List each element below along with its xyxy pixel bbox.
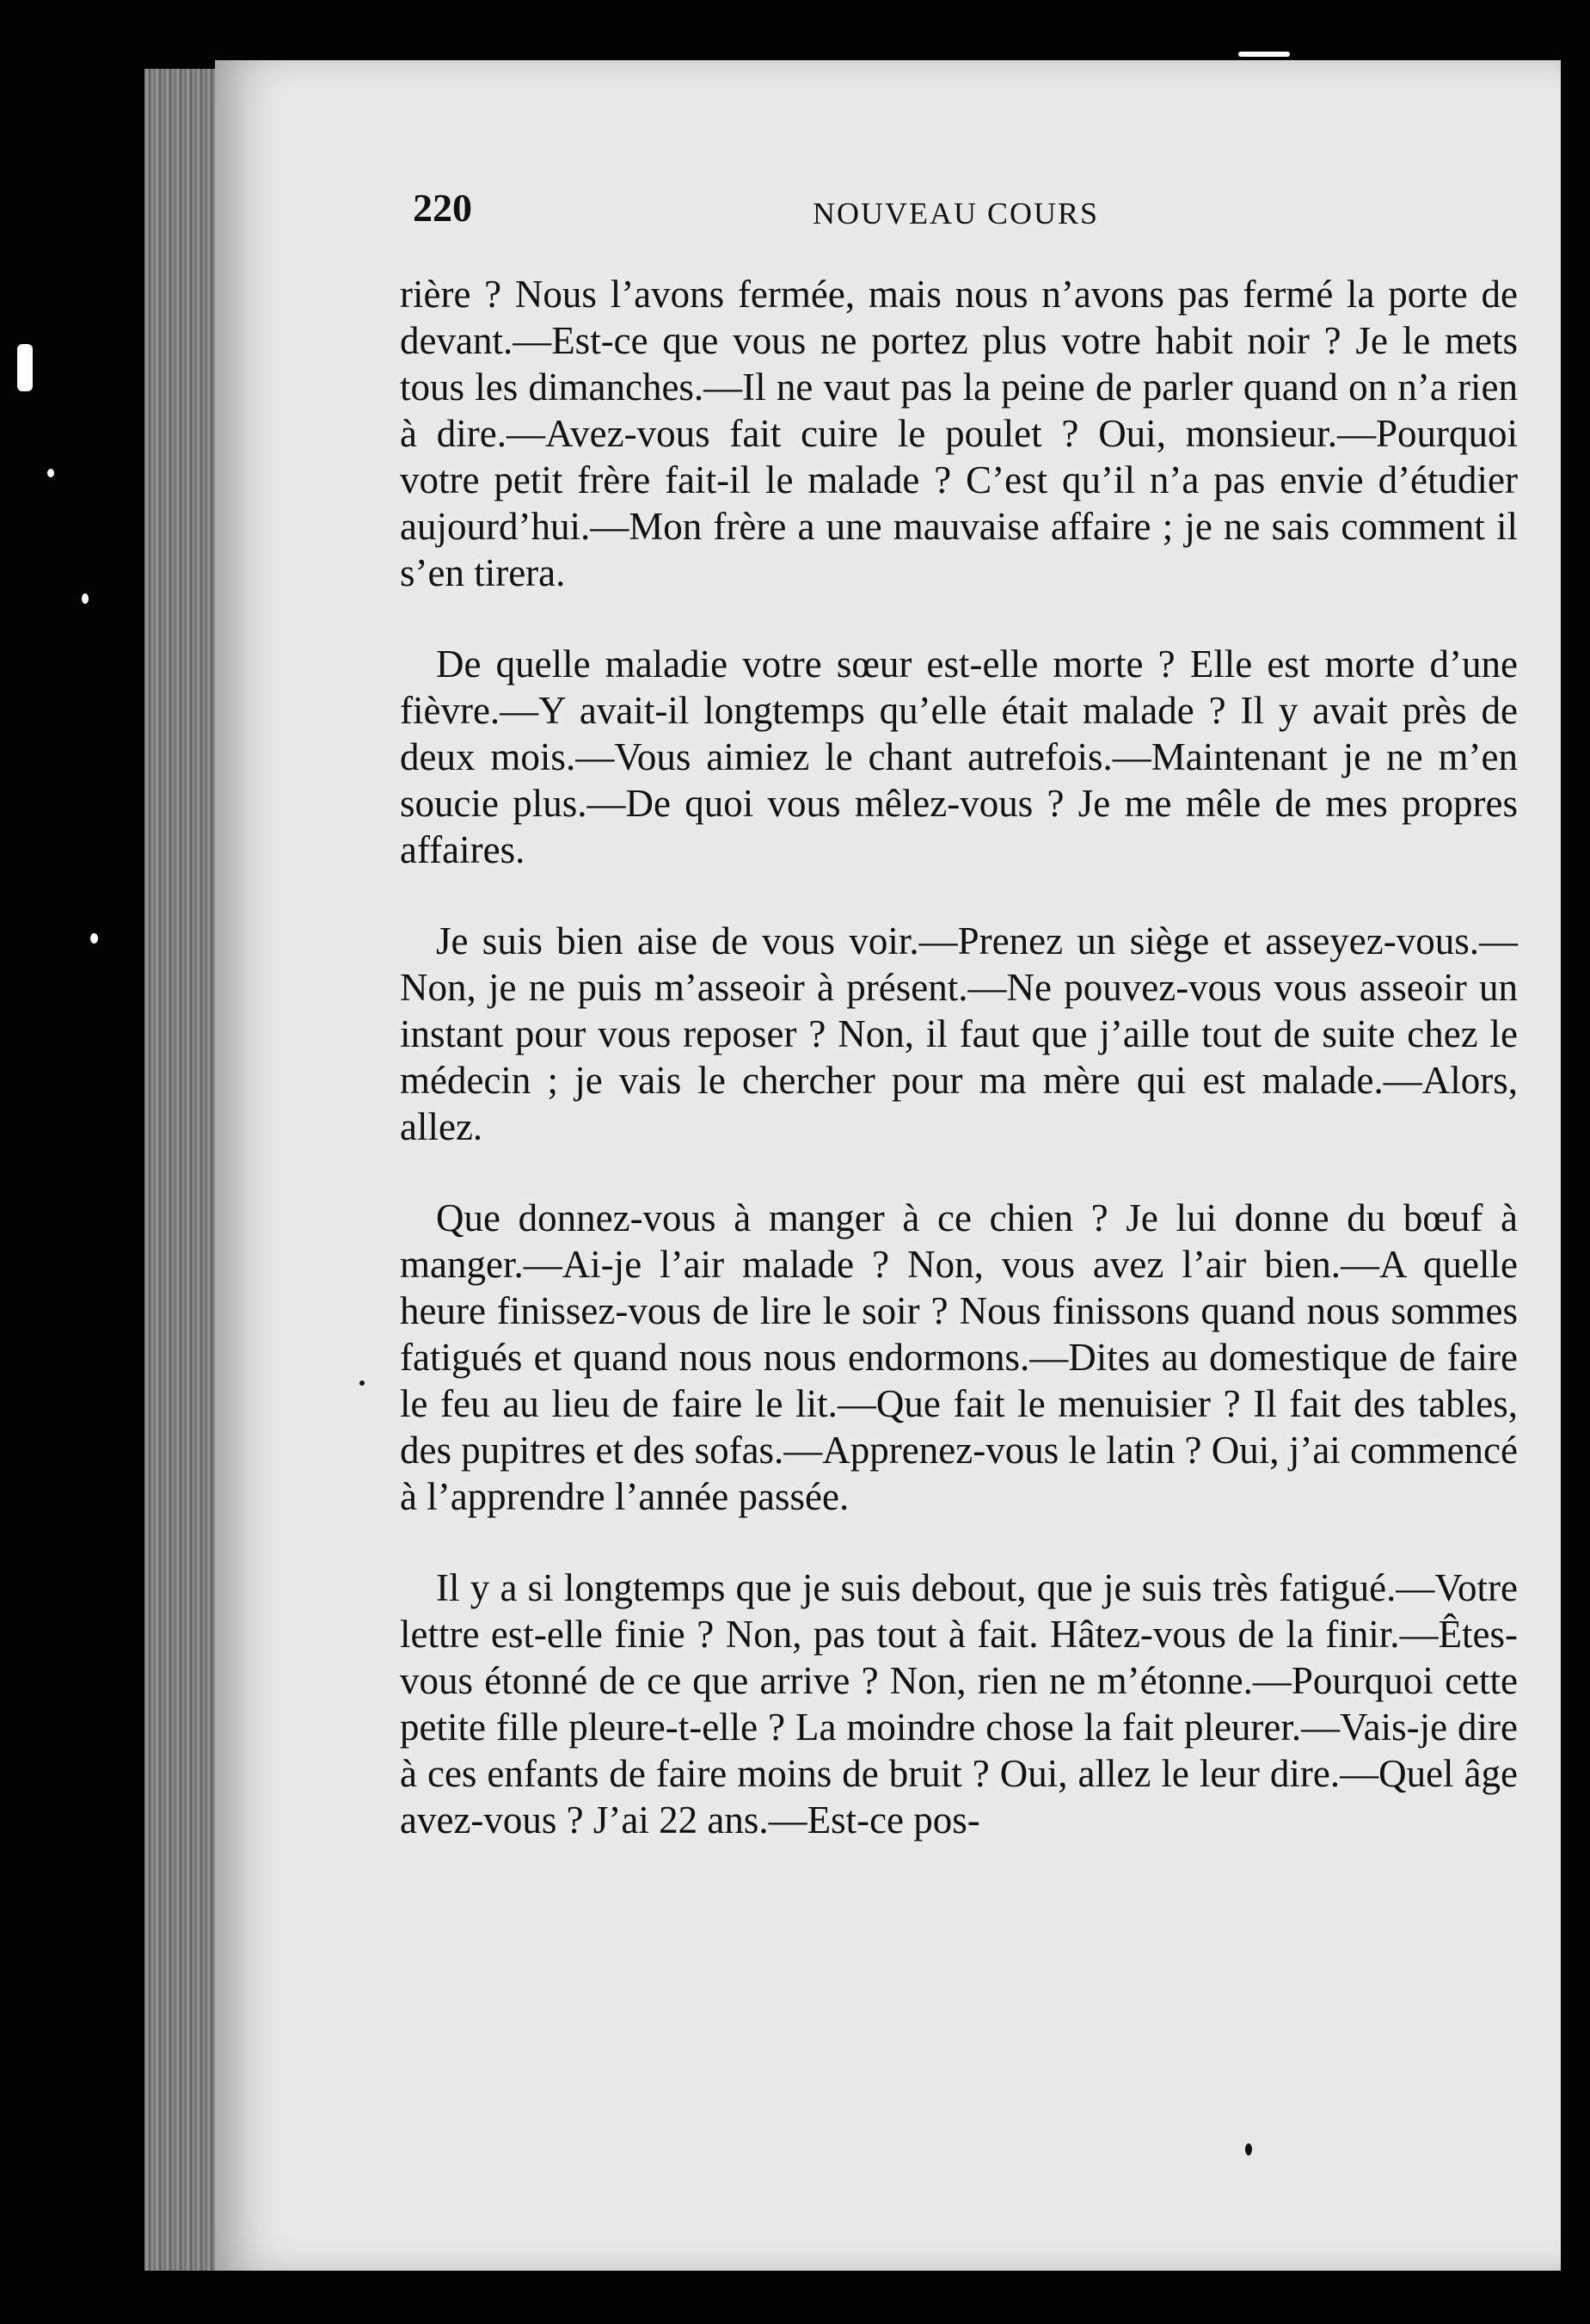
- paragraph: De quelle maladie votre sœur est-elle morte ? Elle est morte d’une fièvre.—Y avait-il longtemps qu’elle était malade ? Il y avait près de deux mois.—Vous aimiez le chant autrefois.—Maintenant je ne m’en soucie plus.—De quoi vous mêlez-vous ? Je me mêle de mes propres affaires.: [400, 642, 1518, 871]
- scan-artifact: [90, 933, 98, 944]
- scan-artifact: [17, 344, 33, 391]
- running-head: NOUVEAU COURS: [813, 196, 1100, 231]
- paragraph: Que donnez-vous à manger à ce chien ? Je lui donne du bœuf à manger.—Ai-je l’air malade ? Non, vous avez l’air bien.—A quelle heure finissez-vous de lire le soir ? Nous finissons quand nous sommes fatigués et quand nous nous endormons.—Dites au domestique de faire le feu au lieu de faire le lit.—Que fait le menuisier ? Il fait des tables, des pupitres et des sofas.—Apprenez-vous le latin ? Oui, j’ai commencé à l’apprendre l’année passée.: [400, 1196, 1518, 1518]
- page-header: [413, 185, 1479, 237]
- scan-artifact: [47, 469, 54, 477]
- paragraph: Il y a si longtemps que je suis debout, que je suis très fatigué.—Votre lettre est-elle finie ? Non, pas tout à fait. Hâtez-vous de la finir.—Êtes-vous étonné de ce que arrive ? Non, rien ne m’étonne.—Pourquoi cette petite fille pleure-t-elle ? La moindre chose la fait pleurer.—Vais-je dire à ces enfants de faire moins de bruit ? Oui, allez le leur dire.—Quel âge avez-vous ? J’ai 22 ans.—Est-ce pos-: [400, 1566, 1518, 1841]
- scan-artifact: [1238, 52, 1290, 57]
- body-text: [400, 271, 1518, 1888]
- paragraph: rière ? Nous l’avons fermée, mais nous n’avons pas fermé la porte de devant.—Est-ce que vous ne portez plus votre habit noir ? Je le mets tous les dimanches.—Il ne vaut pas la peine de parler quand on n’a rien à dire.—Avez-vous fait cuire le poulet ? Oui, monsieur.—Pourquoi votre petit frère fait-il le malade ? C’est qu’il n’a pas envie d’étudier aujourd’hui.—Mon frère a une mauvaise affaire ; je ne sais comment il s’en tirera.: [400, 273, 1518, 594]
- scan-artifact: [1245, 2143, 1252, 2155]
- scan-artifact: [359, 1380, 365, 1386]
- book-page-edges: [144, 69, 222, 2271]
- page-number: 220: [413, 186, 472, 230]
- scan-artifact: [82, 593, 89, 604]
- paragraph: Je suis bien aise de vous voir.—Prenez un siège et asseyez-vous.—Non, je ne puis m’asseoir à présent.—Ne pouvez-vous vous asseoir un instant pour vous reposer ? Non, il faut que j’aille tout de suite chez le médecin ; je vais le chercher pour ma mère qui est malade.—Alors, allez.: [400, 919, 1518, 1148]
